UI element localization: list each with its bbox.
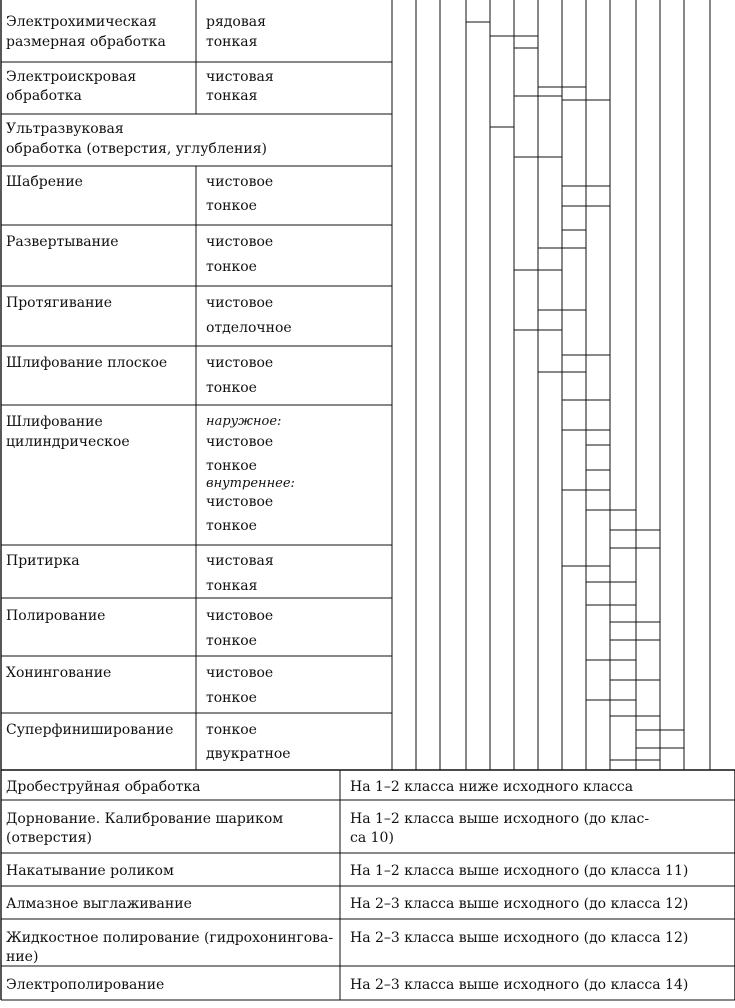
stage-name: чистовое	[206, 174, 274, 190]
stage-name: тонкое	[206, 690, 257, 706]
stage-name: тонкая	[206, 88, 258, 104]
stage-name: двукратное	[206, 746, 291, 762]
method-name: размерная обработка	[6, 34, 166, 50]
method-name: Суперфиниширование	[6, 722, 174, 738]
stage-name: тонкая	[206, 578, 258, 594]
stage-name: тонкое	[206, 458, 257, 474]
stage-group-label: внутреннее:	[206, 476, 295, 491]
method-name: Развертывание	[6, 234, 119, 250]
stage-name: тонкое	[206, 198, 257, 214]
method-name: Жидкостное полирование (гидрохонингова-	[6, 930, 334, 946]
method-name: Хонингование	[6, 665, 112, 681]
stage-name: чистовое	[206, 494, 274, 510]
method-name: обработка	[6, 88, 82, 104]
effect-text: На 2–3 класса выше исходного (до класса 14)	[350, 977, 689, 993]
stage-name: чистовая	[206, 69, 274, 85]
stage-name: тонкое	[206, 518, 257, 534]
stage-name: отделочное	[206, 320, 292, 336]
stage-name: тонкое	[206, 722, 257, 738]
effect-text: На 1–2 класса выше исходного (до класса 11)	[350, 863, 689, 879]
method-name: Полирование	[6, 608, 106, 624]
stage-name: чистовое	[206, 355, 274, 371]
method-name: Шлифование	[6, 414, 103, 430]
effect-text: са 10)	[350, 830, 394, 846]
method-name: Электрополирование	[6, 977, 165, 993]
stage-name: тонкое	[206, 380, 257, 396]
effect-text: На 2–3 класса выше исходного (до класса 12)	[350, 896, 689, 912]
method-name: цилиндрическое	[6, 434, 130, 450]
stage-name: рядовая	[206, 14, 266, 30]
method-name: Шабрение	[6, 174, 83, 190]
method-name: Электрохимическая	[6, 14, 157, 30]
stage-name: тонкое	[206, 259, 257, 275]
method-name: Притирка	[6, 553, 80, 569]
method-name: Дробеструйная обработка	[6, 779, 201, 795]
stage-name: тонкое	[206, 633, 257, 649]
method-name: Ультразвуковая	[6, 121, 124, 137]
stage-name: чистовое	[206, 608, 274, 624]
stage-group-label: наружное:	[206, 414, 282, 429]
stage-name: тонкая	[206, 34, 258, 50]
method-name: Накатывание роликом	[6, 863, 174, 879]
method-name: (отверстия)	[6, 830, 92, 846]
stage-name: чистовое	[206, 665, 274, 681]
effect-text: На 1–2 класса выше исходного (до клас-	[350, 811, 650, 827]
method-name: обработка (отверстия, углубления)	[6, 141, 267, 157]
effect-text: На 1–2 класса ниже исходного класса	[350, 779, 634, 795]
stage-name: чистовое	[206, 234, 274, 250]
method-name: Дорнование. Калибрование шариком	[6, 811, 284, 827]
stage-name: чистовое	[206, 434, 274, 450]
stage-name: чистовая	[206, 553, 274, 569]
method-name: Алмазное выглаживание	[6, 896, 192, 912]
method-name: Электроискровая	[6, 69, 137, 85]
stage-name: чистовое	[206, 295, 274, 311]
method-name: Шлифование плоское	[6, 355, 168, 371]
method-name: Протягивание	[6, 295, 113, 311]
method-name: ние)	[6, 949, 39, 965]
effect-text: На 2–3 класса выше исходного (до класса 12)	[350, 930, 689, 946]
